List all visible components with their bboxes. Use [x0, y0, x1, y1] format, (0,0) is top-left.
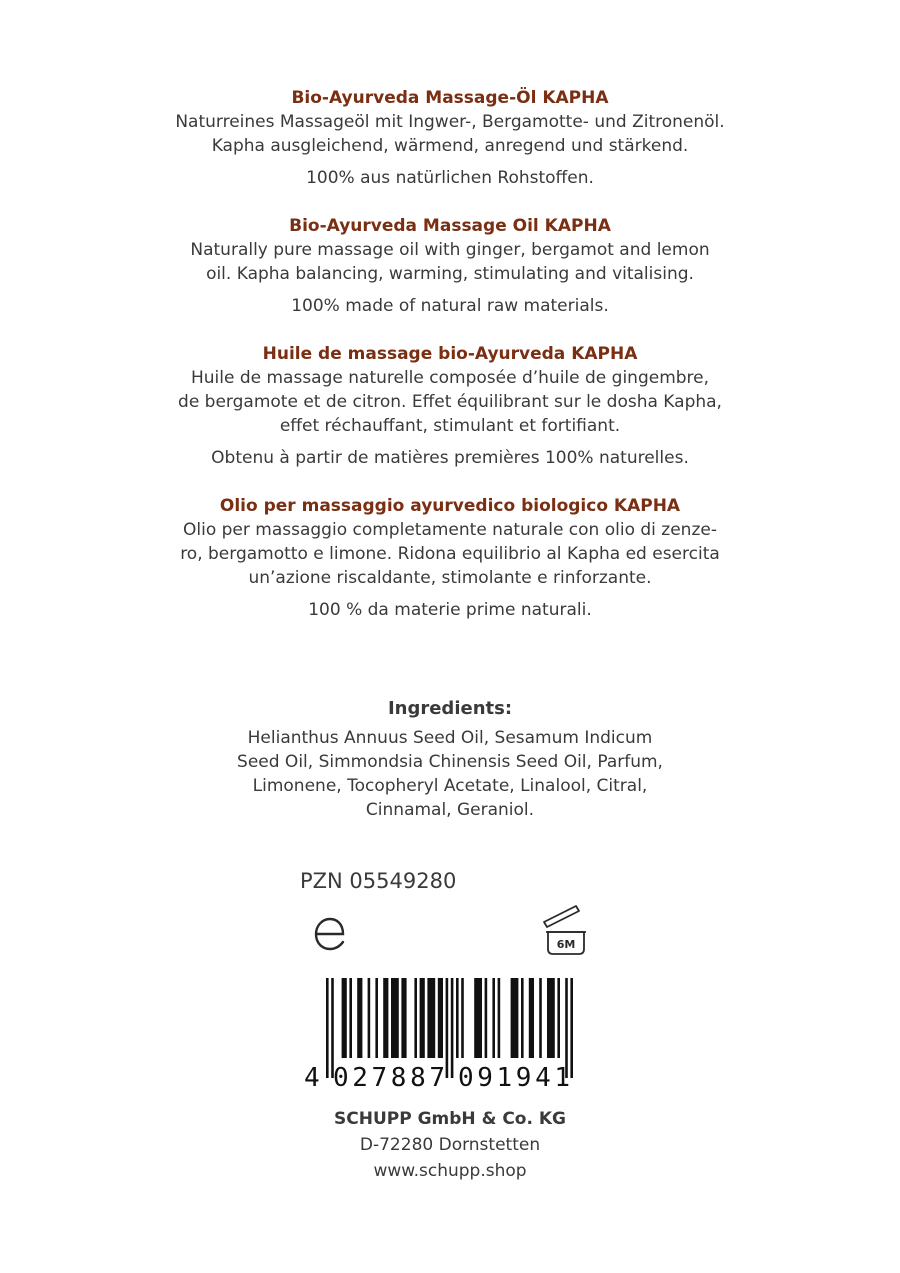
barcode-bar [485, 978, 488, 1058]
barcode-bar [414, 978, 417, 1058]
barcode-bar [375, 978, 378, 1058]
natural-claim: Obtenu à partir de matières premières 100% naturelles. [211, 448, 689, 468]
barcode-bar [420, 978, 425, 1058]
pzn-number: PZN 05549280 [300, 869, 457, 893]
barcode-bar [391, 978, 399, 1058]
barcode-bar [492, 978, 495, 1058]
barcode-digits-left: 027887 [333, 1063, 445, 1090]
barcode-bar [383, 978, 388, 1058]
natural-claim: 100% aus natürlichen Rohstoffen. [306, 168, 594, 188]
section-heading: Bio-Ayurveda Massage Oil KAPHA [289, 216, 611, 236]
barcode-bar [474, 978, 482, 1058]
barcode [300, 978, 590, 1090]
barcode-bar [570, 978, 573, 1078]
section-heading: Huile de massage bio-Ayurveda KAPHA [262, 344, 638, 364]
barcode-bar [547, 978, 555, 1058]
description-line: Olio per massaggio completamente naturale con olio di zenze- [183, 520, 717, 540]
barcode-bar [368, 978, 371, 1058]
barcode-bar [557, 978, 560, 1058]
section-description [150, 518, 750, 590]
natural-claim: 100% made of natural raw materials. [291, 296, 609, 316]
open-jar-icon [538, 902, 588, 957]
description-line: effet réchauffant, stimulant et fortifiant. [279, 416, 621, 436]
barcode-bar [456, 978, 459, 1058]
company-block [250, 1106, 650, 1184]
barcode-digits-right: 091941 [458, 1063, 570, 1090]
pao-label: 6M [556, 938, 576, 951]
barcode-bar [342, 978, 347, 1058]
ingredients-list [200, 726, 700, 822]
barcode-bar [357, 978, 362, 1058]
description-line: un’azione riscaldante, stimolante e rinforzante. [248, 568, 652, 588]
natural-claim: 100 % da materie prime naturali. [308, 600, 592, 620]
barcode-bar [521, 978, 524, 1058]
barcode-bar [326, 978, 329, 1078]
description-line: de bergamote et de citron. Effet équilibrant sur le dosha Kapha, [178, 392, 722, 412]
ingredients-line: Cinnamal, Geraniol. [365, 800, 535, 820]
section-description [150, 366, 750, 438]
barcode-bar [498, 978, 501, 1058]
company-address: D-72280 Dornstetten [359, 1135, 541, 1155]
barcode-digit-first: 4 [304, 1063, 320, 1090]
section-it [150, 494, 750, 622]
description-line: oil. Kapha balancing, warming, stimulating and vitalising. [206, 264, 694, 284]
barcode-bar [461, 978, 464, 1058]
barcode-bar [349, 978, 352, 1058]
section-heading: Olio per massaggio ayurvedico biologico KAPHA [219, 496, 681, 516]
company-website[interactable]: www.schupp.shop [373, 1161, 527, 1181]
barcode-bar [446, 978, 449, 1078]
barcode-bar [451, 978, 454, 1078]
company-name: SCHUPP GmbH & Co. KG [334, 1109, 566, 1129]
section-fr [150, 342, 750, 470]
description-line: Naturreines Massageöl mit Ingwer-, Bergamotte- und Zitronenöl. [175, 112, 725, 132]
barcode-bar [427, 978, 435, 1058]
description-line: ro, bergamotto e limone. Ridona equilibrio al Kapha ed esercita [180, 544, 720, 564]
ingredients-title: Ingredients: [387, 698, 513, 719]
barcode-bar [539, 978, 542, 1058]
section-de [150, 86, 750, 190]
barcode-bar [511, 978, 519, 1058]
description-line: Kapha ausgleichend, wärmend, anregend und stärkend. [211, 136, 689, 156]
section-en [150, 214, 750, 318]
section-description [150, 238, 750, 286]
barcode-bar [529, 978, 534, 1058]
ingredients-line: Seed Oil, Simmondsia Chinensis Seed Oil, Parfum, [237, 752, 663, 772]
ingredients-block [200, 696, 700, 822]
description-line: Huile de massage naturelle composée d’huile de gingembre, [190, 368, 710, 388]
description-line: Naturally pure massage oil with ginger, bergamot and lemon [190, 240, 710, 260]
ingredients-line: Helianthus Annuus Seed Oil, Sesamum Indicum [247, 728, 653, 748]
ingredients-line: Limonene, Tocopheryl Acetate, Linalool, Citral, [252, 776, 648, 796]
barcode-bar [438, 978, 443, 1058]
e-mark-icon [310, 912, 350, 956]
barcode-bar [401, 978, 406, 1058]
section-heading: Bio-Ayurveda Massage-Öl KAPHA [291, 88, 609, 108]
section-description [150, 110, 750, 158]
